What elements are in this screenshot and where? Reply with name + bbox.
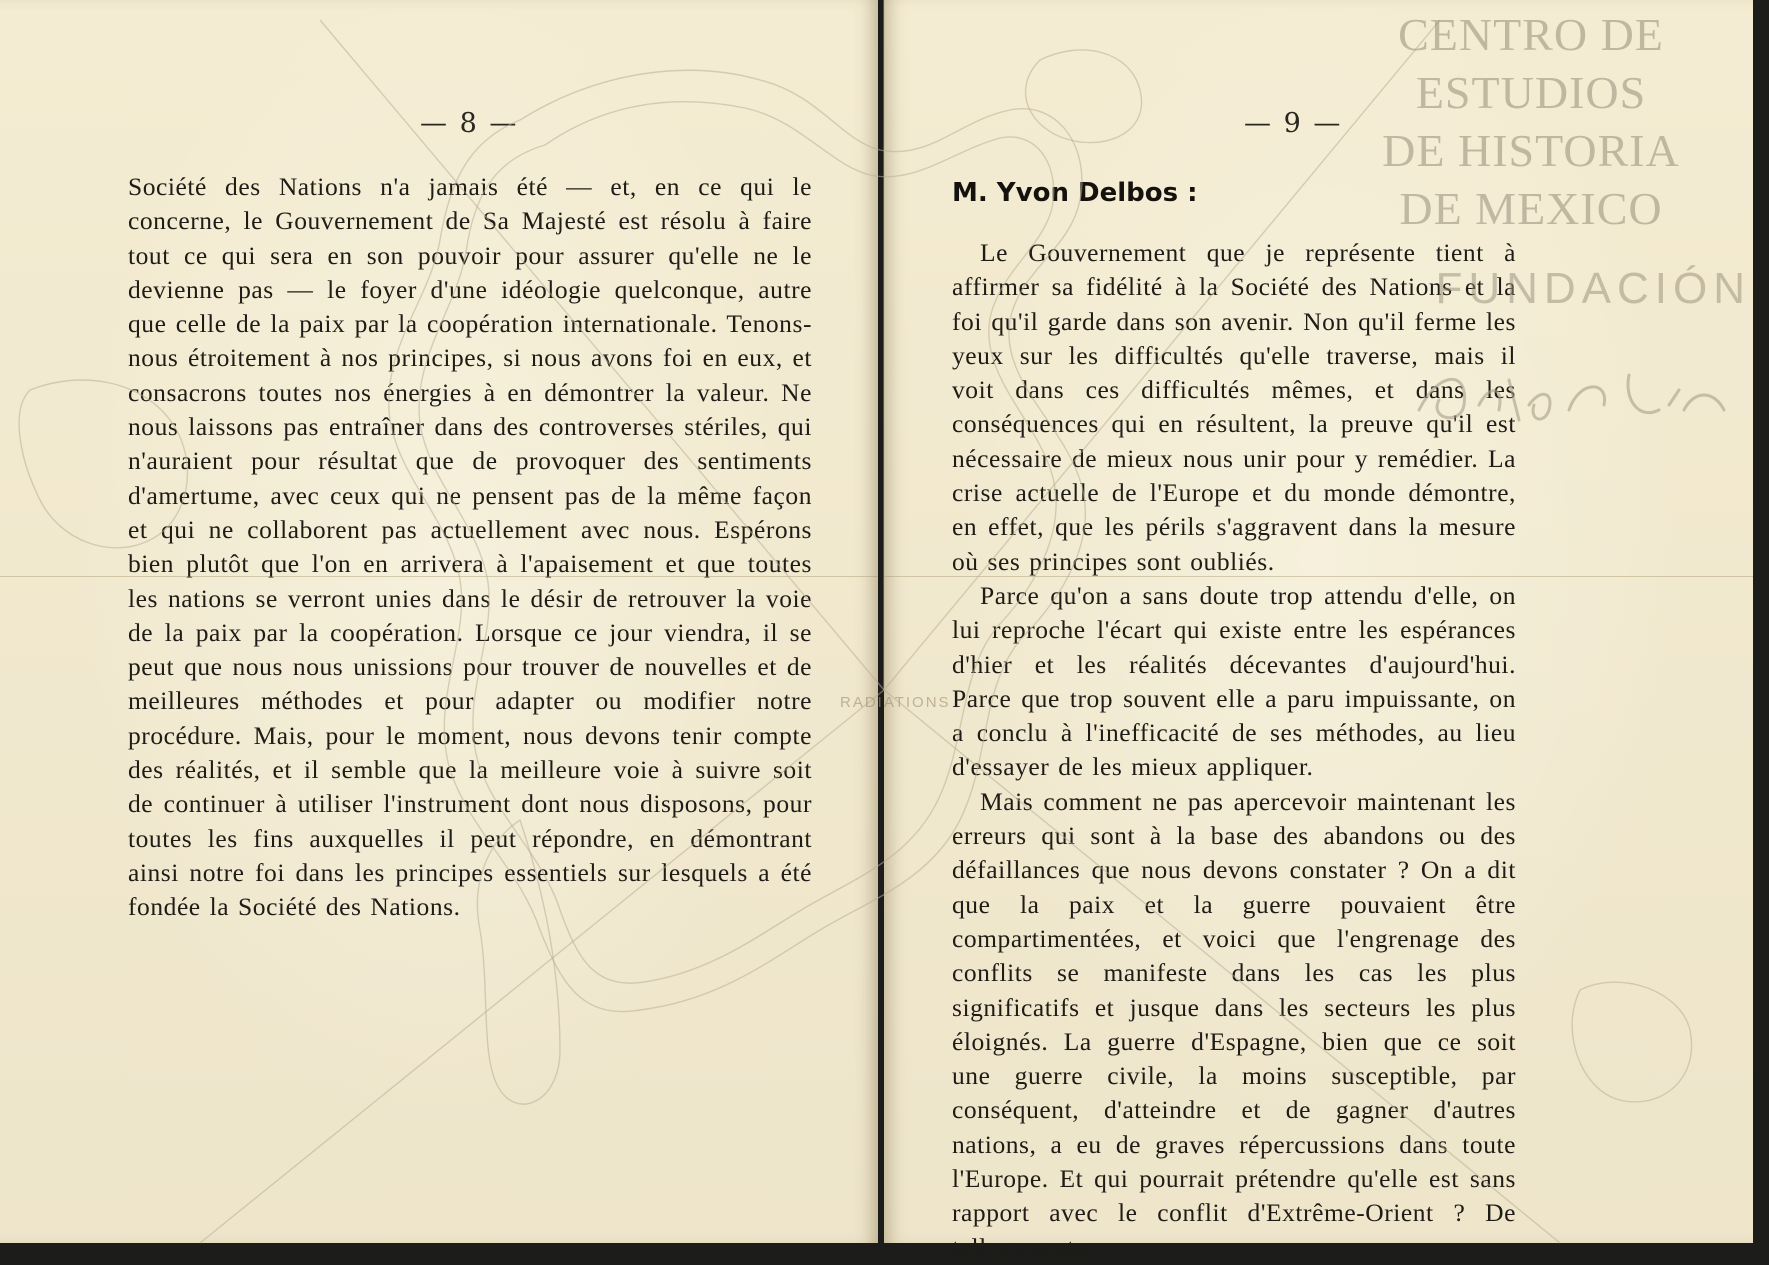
page-number-right: — 9 — [1244,108,1343,139]
stamp-line: DE MEXICO [1399,183,1663,234]
speaker-heading: M. Yvon Delbos : [952,178,1198,208]
stamp-line: ESTUDIOS [1415,67,1647,118]
signature-mark [1409,350,1739,440]
stamp-line: DE HISTORIA [1382,125,1680,176]
fold-line-left [0,576,878,577]
stamp-subtitle: FUNDACIÓN [1435,264,1751,313]
paragraph: Parce qu'on a sans doute trop attendu d'elle, on lui reproche l'écart qui existe entre les espérances d'hier et les réalités décevantes d'aujourd'hui. Parce que trop souvent elle a paru impuissante, on a conclu à l'inefficacité de ses méthodes, au lieu d'essayer de les mieux appliquer. [952,580,1516,782]
left-page-body [128,170,812,925]
page-number-left: — 8 — [420,108,519,139]
paragraph: Mais comment ne pas apercevoir maintenant les erreurs qui sont à la base des abandons ou des défaillances que nous devons constater ? On a dit que la paix et la guerre pouvaient être compartimentées, et voici que l'engrenage des conflits se manifeste dans les cas les plus significatifs et jusque dans les secteurs les plus éloignés. La guerre d'Espagne, bien que ce soit une guerre civile, la moins susceptible, par conséquent, d'atteindre et de gagner d'autres nations, a eu de graves répercussions dans toute l'Europe. Et qui pourrait prétendre qu'elle est sans rapport avec le conflit d'Extrême-Orient ? De telles consta- [952,786,1516,1262]
map-label: RADIATIONS [840,694,951,711]
stamp-line: CENTRO DE [1398,9,1664,60]
paragraph: Le Gouvernement que je représente tient à affirmer sa fidélité à la Société des Nations et la foi qu'il garde dans son avenir. Non qu'il ferme les yeux sur les difficultés qu'elle traverse, mais il voit dans ces difficultés mêmes, et dans les conséquences qui en résultent, la preuve qu'il est nécessaire de mieux nous unir pour y remédier. La crise actuelle de l'Europe et du monde démontre, en effet, que les périls s'aggravent dans la mesure où ses principes sont oubliés. [952,238,1516,576]
paragraph: Société des Nations n'a jamais été — et, en ce qui le concerne, le Gouvernement de Sa Majesté est résolu à faire tout ce qui sera en son pouvoir pour assurer qu'elle ne le devienne pas — le foyer d'une idéologie quelconque, autre que celle de la paix par la coopération internationale. Tenons-nous étroitement à nos principes, si nous avons foi en eux, et consacrons toutes nos énergies à en démontrer la valeur. Ne nous laissons pas entraîner dans des controverses stériles, qui n'auraient pour résultat que de provoquer des sentiments d'amertume, avec ceux qui ne pensent pas de la même façon et qui ne collaborent pas actuellement avec nous. Espérons bien plutôt que l'on en arrivera à l'apaisement et que toutes les nations se verront unies dans le désir de retrouver la voie de la paix par la coopération. Lorsque ce jour viendra, il se peut que nous nous unissions pour trouver de nouvelles et de meilleures méthodes et pour adapter ou modifier notre procédure. Mais, pour le moment, nous devons tenir compte des réalités, et il semble que la meilleure voie à suivre soit de continuer à utiliser l'instrument dont nous disposons, pour toutes les fins auxquelles il peut répondre, en démontrant ainsi notre foi dans les principes essentiels sur lesquels a été fondée la Société des Nations. [128,172,812,922]
archive-stamp [1321,6,1741,238]
fold-line-right [884,576,1753,577]
left-page [0,0,878,1243]
